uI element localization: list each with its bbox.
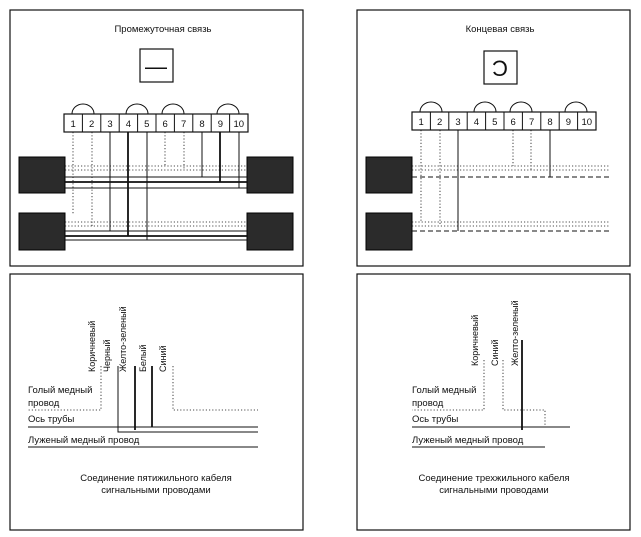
wire-label-white: Белый (138, 344, 148, 372)
panel-intermediate (10, 10, 303, 266)
symbol-glyph: Ɔ (492, 56, 508, 81)
terminal-strip (64, 114, 248, 132)
symbol-glyph: — (145, 54, 167, 79)
tinned-copper-label: Луженый медный провод (28, 435, 140, 446)
terminal-label: 10 (581, 117, 593, 128)
terminal-label: 4 (125, 119, 132, 130)
panel-terminal (357, 10, 630, 266)
terminal-label: 6 (510, 117, 516, 128)
caption-line-2: сигнальными проводами (439, 485, 549, 496)
terminal-label: 1 (70, 119, 76, 130)
cable-block (19, 213, 65, 250)
panel-title: Промежуточная связь (114, 24, 212, 35)
terminal-label: 10 (233, 119, 245, 130)
terminal-label: 4 (473, 117, 480, 128)
bare-copper-label: Голый медный провод (28, 385, 93, 409)
terminal-label: 5 (144, 119, 150, 130)
bare-copper-label: Голый медный провод (412, 385, 477, 409)
terminal-label: 3 (455, 117, 461, 128)
tinned-copper-label: Луженый медный провод (412, 435, 524, 446)
terminal-label: 6 (162, 119, 168, 130)
terminal-label: 9 (565, 117, 572, 128)
wire-label-yellow-green: Желто-зеленый (510, 300, 520, 366)
terminal-label: 5 (492, 117, 498, 128)
wire-label-blue: Синий (158, 345, 168, 372)
wire-label-yellow-green: Желто-зеленый (118, 306, 128, 372)
cable-block (247, 213, 293, 250)
caption-line-1: Соединение пятижильного кабеля (80, 473, 232, 484)
panel-title: Концевая связь (465, 24, 535, 35)
cable-block (19, 157, 65, 193)
wire-label-blue: Синий (490, 339, 500, 366)
terminal-label: 3 (107, 119, 113, 130)
panel-three-wire (357, 274, 630, 530)
pipe-axis-label: Ось трубы (412, 414, 459, 425)
pipe-axis-label: Ось трубы (28, 414, 75, 425)
terminal-label: 7 (528, 117, 535, 128)
cable-block (366, 213, 412, 250)
terminal-label: 7 (180, 119, 187, 130)
terminal-label: 8 (547, 117, 553, 128)
terminal-label: 9 (217, 119, 224, 130)
panel-five-wire (10, 274, 303, 530)
terminal-label: 1 (418, 117, 424, 128)
terminal-label: 2 (88, 119, 95, 130)
terminal-label: 2 (436, 117, 443, 128)
wire-label-black: Черный (102, 339, 112, 372)
wire-label-brown: Коричневый (470, 314, 480, 366)
cable-block (247, 157, 293, 193)
terminal-label: 8 (199, 119, 205, 130)
caption-line-2: сигнальными проводами (101, 485, 211, 496)
terminal-strip (412, 112, 596, 130)
wire-label-brown: Коричневый (87, 320, 97, 372)
cable-block (366, 157, 412, 193)
caption-line-1: Соединение трехжильного кабеля (418, 473, 570, 484)
